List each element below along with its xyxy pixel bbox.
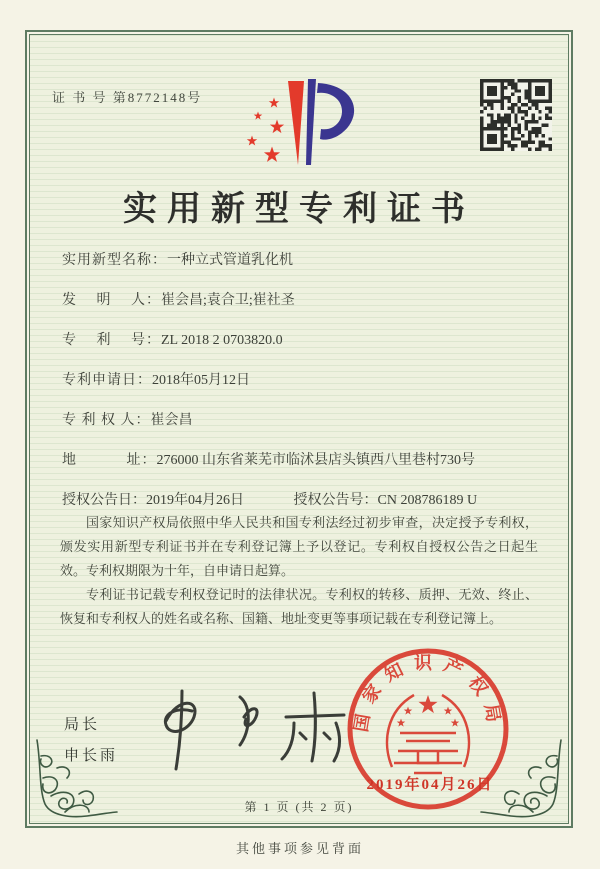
field-label: 地 址： [62,453,157,468]
field-value: 崔会昌 [150,413,193,428]
seal-text: 国家知识产权局 [350,653,506,734]
certificate-title: 实用新型专利证书 [123,191,475,228]
certificate-number: 证 书 号 第8772148号 [52,90,203,105]
field-utility-model-name [62,251,540,291]
field-inventors [62,291,540,331]
corner-ornament-icon [479,734,567,822]
field-value: ZL 2018 2 0703820.0 [161,333,283,348]
grant-number-label: 授权公告号： [293,493,378,508]
field-patentee [62,411,540,451]
legal-paragraph-1: 国家知识产权局依照中华人民共和国专利法经过初步审查，决定授予专利权，颁发实用新型专利证书并在专利登记簿上予以登记。专利权自授权公告之日起生效。专利权期限为十年，自申请日起算。 [60,515,538,579]
field-label: 专 利 权 人： [62,413,151,428]
field-value: 276000 山东省莱芜市临沭县店头镇西八里巷村730号 [156,453,475,468]
grant-date-value: 2019年04月26日 [146,493,244,508]
qr-code [480,79,552,151]
legal-text [60,511,538,631]
corner-ornament-icon [31,734,119,822]
director-signature [148,683,358,778]
seal-date: 2019年04月26日 [366,777,494,793]
grant-date-label: 授权公告日： [62,493,146,508]
director-post: 局长 [64,717,101,733]
certificate-border-frame [25,30,573,828]
cnipa-logo-icon [230,75,380,171]
grant-number-value: CN 208786189 U [377,493,478,508]
page-number: 第 1 页 (共 2 页) [244,800,354,814]
field-label: 实用新型名称： [62,253,167,268]
field-value: 崔会昌;袁合卫;崔社圣 [161,293,295,308]
field-label: 专利申请日： [62,373,152,388]
back-side-note: 其他事项参见背面 [235,841,364,856]
field-filing-date [62,371,540,411]
field-patent-number [62,331,540,371]
legal-paragraph-2: 专利证书记载专利权登记时的法律状况。专利权的转移、质押、无效、终止、恢复和专利权人的姓名或名称、国籍、地址变更等事项记载在专利登记簿上。 [60,587,538,627]
svg-text:国家知识产权局 [351,652,506,733]
field-label: 发 明 人： [62,293,161,308]
director-name: 申长雨 [64,748,119,764]
certificate-fields [62,251,540,515]
field-address [62,451,540,491]
field-value: 2018年05月12日 [152,373,250,388]
certificate-inner-area [29,34,569,824]
field-value: 一种立式管道乳化机 [167,253,293,268]
field-label: 专 利 号： [62,333,161,348]
